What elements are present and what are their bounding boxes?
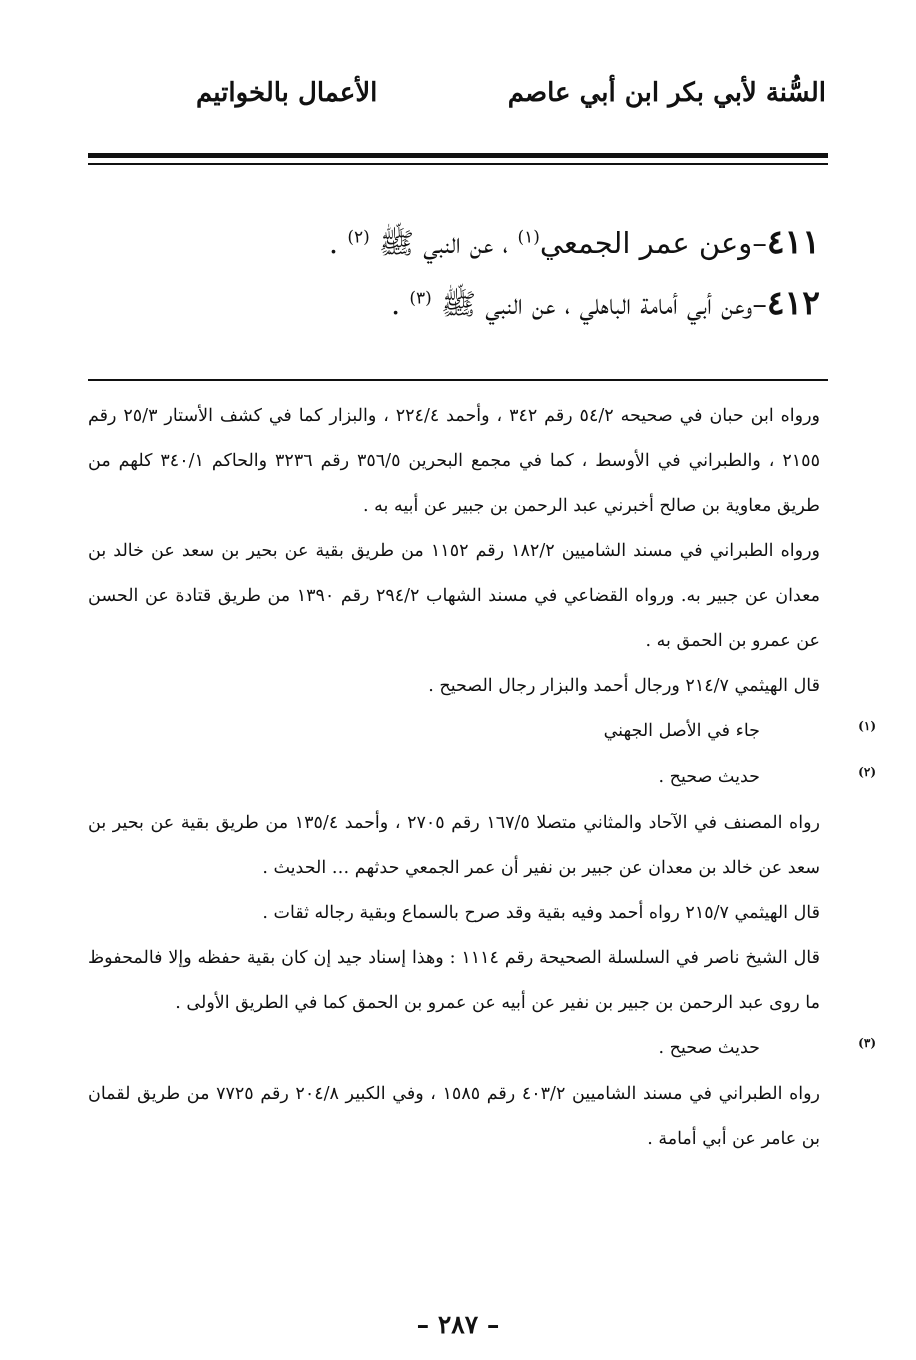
note-paragraph: ورواه الطبراني في مسند الشاميين ١٨٢/٢ رقم ١١٥٢ من طريق بقية عن بحير بن سعد عن خالد بن معدان عن جبير به. ورواه القضاعي في مسند الشهاب ٢٩٤/٢ رقم ١٣٩٠ من طريق قتادة عن الحسن عن عمرو بن الحمق به .	[88, 541, 820, 651]
book-title: السُّنة لأبي بكر ابن أبي عاصم	[507, 78, 826, 108]
hadith-text: ، عن النبي ﷺ	[369, 226, 518, 260]
footnote-1	[88, 709, 876, 755]
hadith-411	[329, 222, 820, 268]
footnote-2	[88, 755, 876, 801]
hadith-dash: –	[752, 287, 767, 321]
footnote-ref: (٢)	[347, 227, 370, 248]
note-paragraph: حديث صحيح .	[658, 1038, 760, 1058]
hadith-number: ٤١١	[766, 222, 820, 261]
running-header	[88, 78, 828, 118]
hadith-text: وعن أبي أمامة الباهلي ، عن النبي ﷺ	[431, 287, 753, 321]
note-paragraph: قال الهيثمي ٢١٥/٧ رواه أحمد وفيه بقية وقد صرح بالسماع وبقية رجاله ثقات .	[262, 903, 820, 923]
hadith-text: وعن عمر الجمعي	[539, 226, 753, 260]
header-rule-thin	[88, 163, 828, 165]
footnotes-section	[88, 394, 876, 1162]
footnote-3	[88, 1026, 876, 1072]
header-rule-thick	[88, 153, 828, 158]
note-paragraph: قال الهيثمي ٢١٤/٧ ورجال أحمد والبزار رجال الصحيح .	[428, 676, 820, 696]
hadith-dash: –	[752, 226, 767, 260]
hadith-end: .	[390, 287, 410, 321]
page-number: – ٢٨٧ –	[416, 1310, 500, 1339]
hadith-412	[391, 283, 820, 329]
footnote-ref: (٣)	[409, 288, 432, 309]
footnote-body	[88, 755, 820, 800]
chapter-title: الأعمال بالخواتيم	[196, 78, 378, 108]
footnote-mark: (٢)	[858, 765, 876, 779]
hadith-end: .	[328, 226, 348, 260]
note-paragraph: جاء في الأصل الجهني	[603, 721, 760, 741]
note-paragraph: رواه المصنف في الآحاد والمثاني متصلا ١٦٧/٥ رقم ٢٧٠٥ ، وأحمد ١٣٥/٤ من طريق بقية عن بحير بن سعد عن خالد بن معدان عن جبير بن نفير أن عمر الجمعي حدثهم … الحديث .	[88, 813, 820, 878]
note-paragraph: قال الشيخ ناصر في السلسلة الصحيحة رقم ١١١٤ : وهذا إسناد جيد إن كان بقية حفظه وإلا فالمحفوظ ما روى عبد الرحمن بن جبير بن نفير عن أبيه عن عمرو بن الحمق كما في الطريق الأولى .	[88, 948, 820, 1013]
hadith-number: ٤١٢	[766, 283, 820, 322]
footnote-ref: (١)	[517, 227, 540, 248]
note-paragraph: حديث صحيح .	[658, 767, 760, 787]
note-paragraph: رواه الطبراني في مسند الشاميين ٤٠٣/٢ رقم ١٥٨٥ ، وفي الكبير ٢٠٤/٨ رقم ٧٧٢٥ من طريق لقمان بن عامر عن أبي أمامة .	[88, 1084, 820, 1149]
footnote-separator	[88, 379, 828, 381]
footnote-body	[88, 1026, 820, 1071]
footnote-mark: (١)	[858, 719, 876, 733]
footnote-body	[88, 709, 820, 754]
footnote-mark: (٣)	[858, 1036, 876, 1050]
note-paragraph: ورواه ابن حبان في صحيحه ٥٤/٢ رقم ٣٤٢ ، وأحمد ٢٢٤/٤ ، والبزار كما في كشف الأستار ٢٥/٣ رقم ٢١٥٥ ، والطبراني في الأوسط ، كما في مجمع البحرين ٣٥٦/٥ رقم ٣٢٣٦ والحاكم ٣٤٠/١ كلهم من طريق معاوية بن صالح أخبرني عبد الرحمن بن جبير عن أبيه به .	[88, 406, 820, 516]
